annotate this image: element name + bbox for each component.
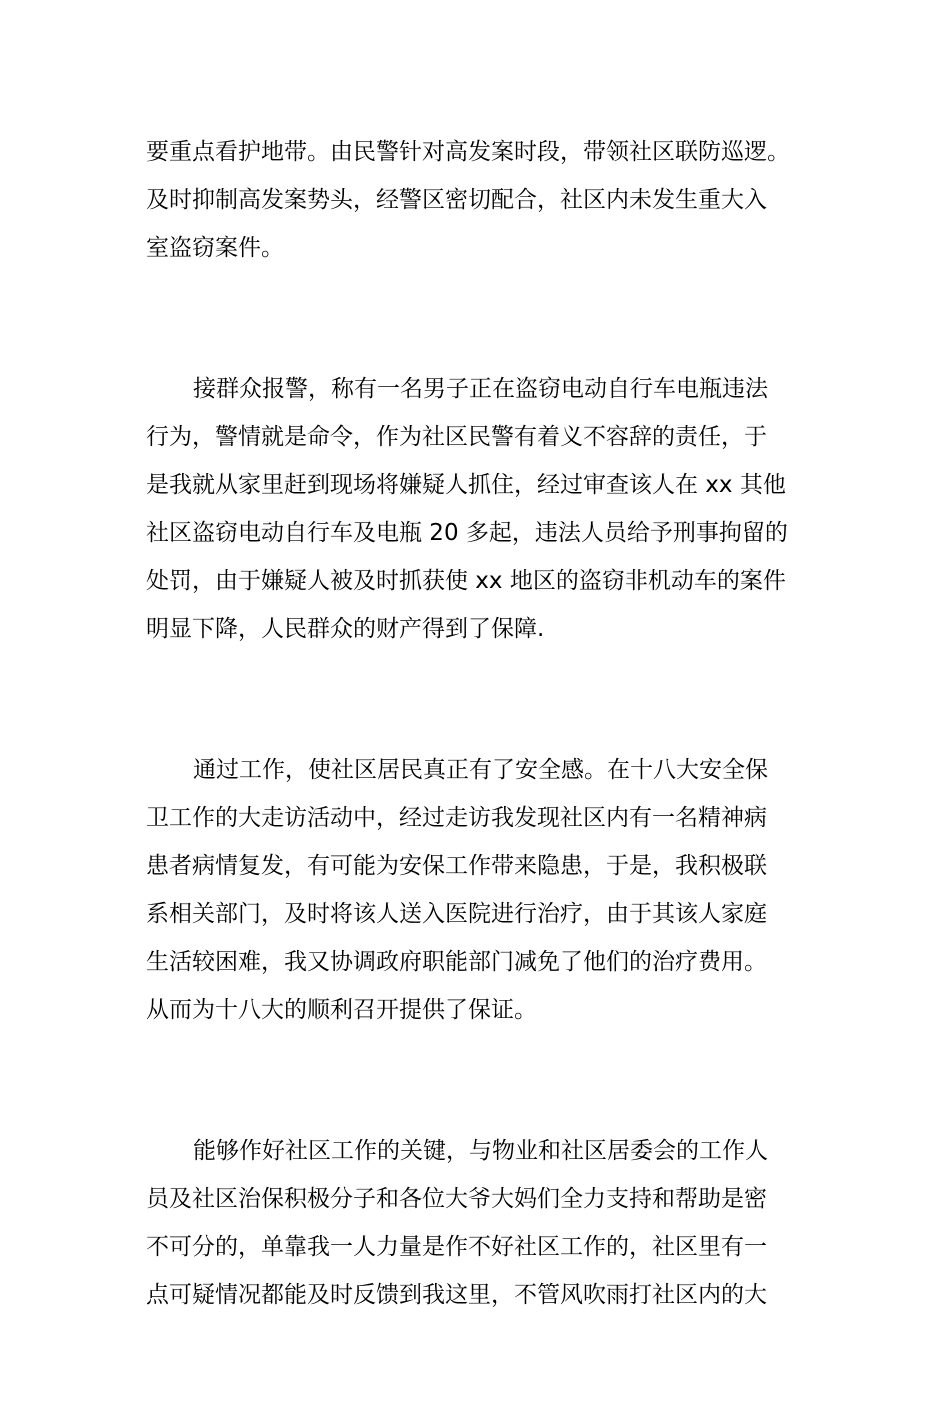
paragraph-1 — [146, 128, 836, 272]
text-line: 系相关部门，及时将该人送入医院进行治疗，由于其该人家庭 — [146, 901, 767, 927]
text-line: 患者病情复发，有可能为安保工作带来隐患，于是，我积极联 — [146, 853, 767, 879]
text-line: 通过工作，使社区居民真正有了安全感。在十八大安全保 — [193, 757, 768, 783]
paragraph-4 — [146, 1127, 836, 1319]
text-line: 是我就从家里赶到现场将嫌疑人抓住，经过审查该人在 xx 其他 — [146, 472, 786, 498]
document-body — [146, 128, 836, 1412]
paragraph-2 — [146, 365, 836, 653]
paragraph-3 — [146, 746, 836, 1034]
text-line: 要重点看护地带。由民警针对高发案时段，带领社区联防巡逻。 — [146, 139, 790, 165]
text-line: 处罚，由于嫌疑人被及时抓获使 xx 地区的盗窃非机动车的案件 — [146, 568, 786, 594]
text-line: 从而为十八大的顺利召开提供了保证。 — [146, 997, 537, 1023]
text-line: 员及社区治保积极分子和各位大爷大妈们全力支持和帮助是密 — [146, 1186, 767, 1212]
text-line: 及时抑制高发案势头，经警区密切配合，社区内未发生重大入 — [146, 187, 767, 213]
text-line: 能够作好社区工作的关键，与物业和社区居委会的工作人 — [193, 1138, 768, 1164]
text-line: 行为，警情就是命令，作为社区民警有着义不容辞的责任，于 — [146, 424, 767, 450]
text-line: 卫工作的大走访活动中，经过走访我发现社区内有一名精神病 — [146, 805, 767, 831]
text-line: 不可分的，单靠我一人力量是作不好社区工作的，社区里有一 — [146, 1234, 767, 1260]
text-line: 室盗窃案件。 — [146, 235, 284, 261]
text-line: 点可疑情况都能及时反馈到我这里，不管风吹雨打社区内的大 — [146, 1282, 767, 1308]
text-line: 明显下降，人民群众的财产得到了保障. — [146, 616, 545, 642]
text-line: 社区盗窃电动自行车及电瓶 20 多起，违法人员给予刑事拘留的 — [146, 520, 788, 546]
text-line: 接群众报警，称有一名男子正在盗窃电动自行车电瓶违法 — [193, 376, 768, 402]
text-line: 生活较困难，我又协调政府职能部门减免了他们的治疗费用。 — [146, 949, 767, 975]
